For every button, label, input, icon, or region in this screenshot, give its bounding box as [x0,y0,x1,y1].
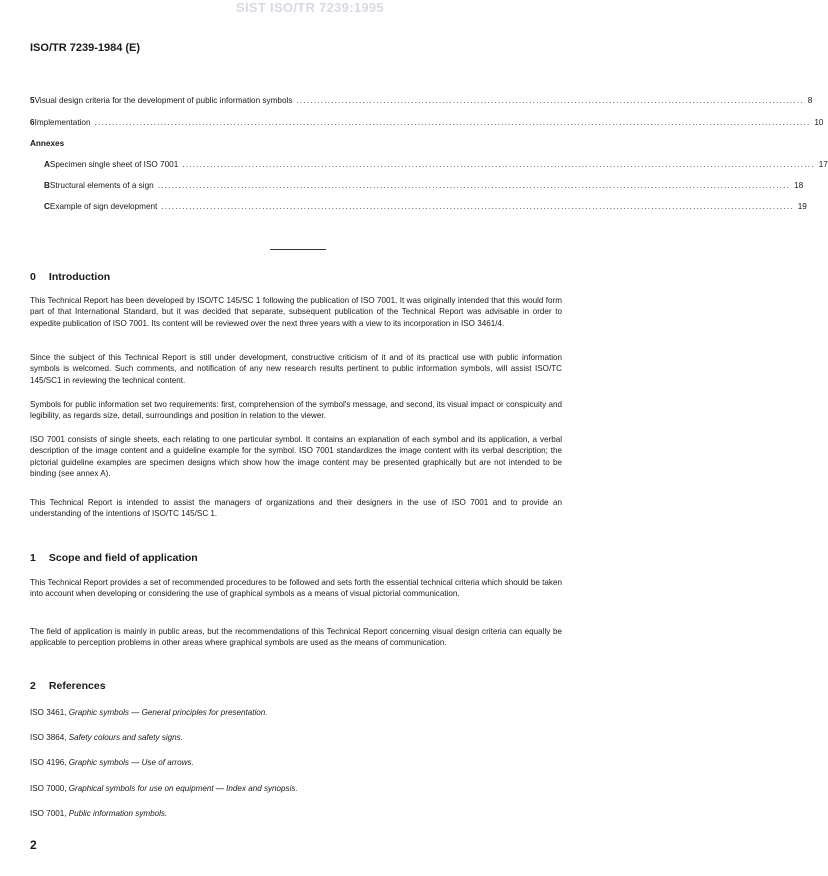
reference-title: Graphic symbols — General principles for presentation. [68,708,268,717]
toc-annex-page: 17 [818,160,828,169]
section-heading-scope [30,552,198,564]
toc-annex-title: Structural elements of a sign [49,181,154,190]
reference-item [30,708,268,717]
toc-annex-entry[interactable] [30,160,828,172]
paragraph: The field of application is mainly in public areas, but the recommendations of this Technical Report concerning visual design criteria can equally be applicable to perception problems in other areas where graphical symbols are used as the means of communication. [30,627,562,648]
toc-annex-title: Example of sign development [49,202,158,211]
paragraph: Since the subject of this Technical Report is still under development, constructive criticism of it and of its practical use with public information symbols is welcomed. Such comments, and notification of any new research results pertinent to public information symbols, will assist ISO/TC 145/SC1 in reviewing the technical content. [30,353,562,385]
section-number: 2 [30,680,36,692]
reference-title: Public information symbols. [68,809,168,818]
paragraph: ISO 7001 consists of single sheets, each relating to one particular symbol. It contains an explanation of each symbol and its application, a verbal description of the image content and a guideline example for the symbol. ISO 7001 standardizes the image content with its verbal description; the pictorial guideline examples are specimen designs which show how the image content may be presented graphically but are not intended to be binding (see annex A). [30,435,562,478]
toc-entry-number: 5 [30,96,35,105]
reference-item [30,784,298,793]
toc-leader-dots: ...................................................................................................................................................................................... [157,181,791,190]
section-title: Scope and field of application [48,552,198,564]
section-title: References [48,680,106,692]
reference-item [30,733,183,742]
section-number: 0 [30,271,36,283]
reference-code: ISO 3864, [30,733,67,742]
paragraph: This Technical Report has been developed by ISO/TC 145/SC 1 following the publication of ISO 7001. It was originally intended that this would form part of that International Standard, but it was decided that separate, subsequent publication of the Technical Report was advisable in order to expedite publication of ISO 7001. Its content will be reviewed over the next three years with a view to its incorporation in ISO 3461/4. [30,296,562,328]
toc-annex-page: 19 [797,202,807,211]
reference-title: Graphic symbols — Use of arrows. [68,758,194,767]
toc-annex-letter: C [44,202,50,211]
reference-code: ISO 7000, [30,784,67,793]
page-number: 2 [30,838,37,852]
toc-entry-page: 8 [807,96,813,105]
section-divider [270,249,326,250]
toc-leader-dots: ...................................................................................................................................................................................... [182,160,815,169]
watermark: SIST ISO/TR 7239:1995 [236,0,384,15]
section-title: Introduction [48,271,111,283]
section-heading-references [30,680,106,692]
reference-title: Safety colours and safety signs. [68,733,183,742]
section-heading-introduction [30,271,110,283]
toc-annexes-label: Annexes [30,139,65,148]
toc-annex-letter: A [44,160,50,169]
toc-leader-dots: ...................................................................................................................................................................................... [161,202,794,211]
toc-entry-title: Visual design criteria for the development of public information symbols [34,96,293,105]
toc-entry-page: 10 [814,118,824,127]
toc-entry-number: 6 [30,118,35,127]
toc-annex-page: 18 [794,181,804,190]
section-number: 1 [30,552,36,564]
toc-entry[interactable] [30,96,813,108]
reference-code: ISO 7001, [30,809,67,818]
reference-code: ISO 4196, [30,758,67,767]
toc-entry-title: Implementation [34,118,91,127]
toc-leader-dots: .................................................................................................................................................. [296,96,804,105]
paragraph: This Technical Report provides a set of recommended procedures to be followed and sets forth the essential technical criteria which should be taken into account when developing or considering the use of graphical symbols as a means of visual pictorial communication. [30,578,562,599]
reference-title: Graphical symbols for use on equipment — Index and synopsis. [68,784,298,793]
toc-annex-letter: B [44,181,50,190]
toc-annex-title: Specimen single sheet of ISO 7001 [49,160,179,169]
toc-annex-entry[interactable] [30,202,807,214]
toc-annex-entry[interactable] [30,181,804,193]
document-header: ISO/TR 7239-1984 (E) [30,42,141,54]
toc-leader-dots: .............................................................................................................................................................................................................. [94,118,811,127]
table-of-contents [30,96,828,218]
paragraph: This Technical Report is intended to assist the managers of organizations and their designers in the use of ISO 7001 and to provide an understanding of the intentions of ISO/TC 145/SC 1. [30,498,562,519]
toc-entry[interactable] [30,118,824,130]
reference-item [30,809,167,818]
reference-code: ISO 3461, [30,708,67,717]
paragraph: Symbols for public information set two requirements: first, comprehension of the symbol's message, and second, its visual impact or conspicuity and legibility, as regards size, detail, surroundings and position in relation to the viewer. [30,400,562,421]
reference-item [30,758,194,767]
